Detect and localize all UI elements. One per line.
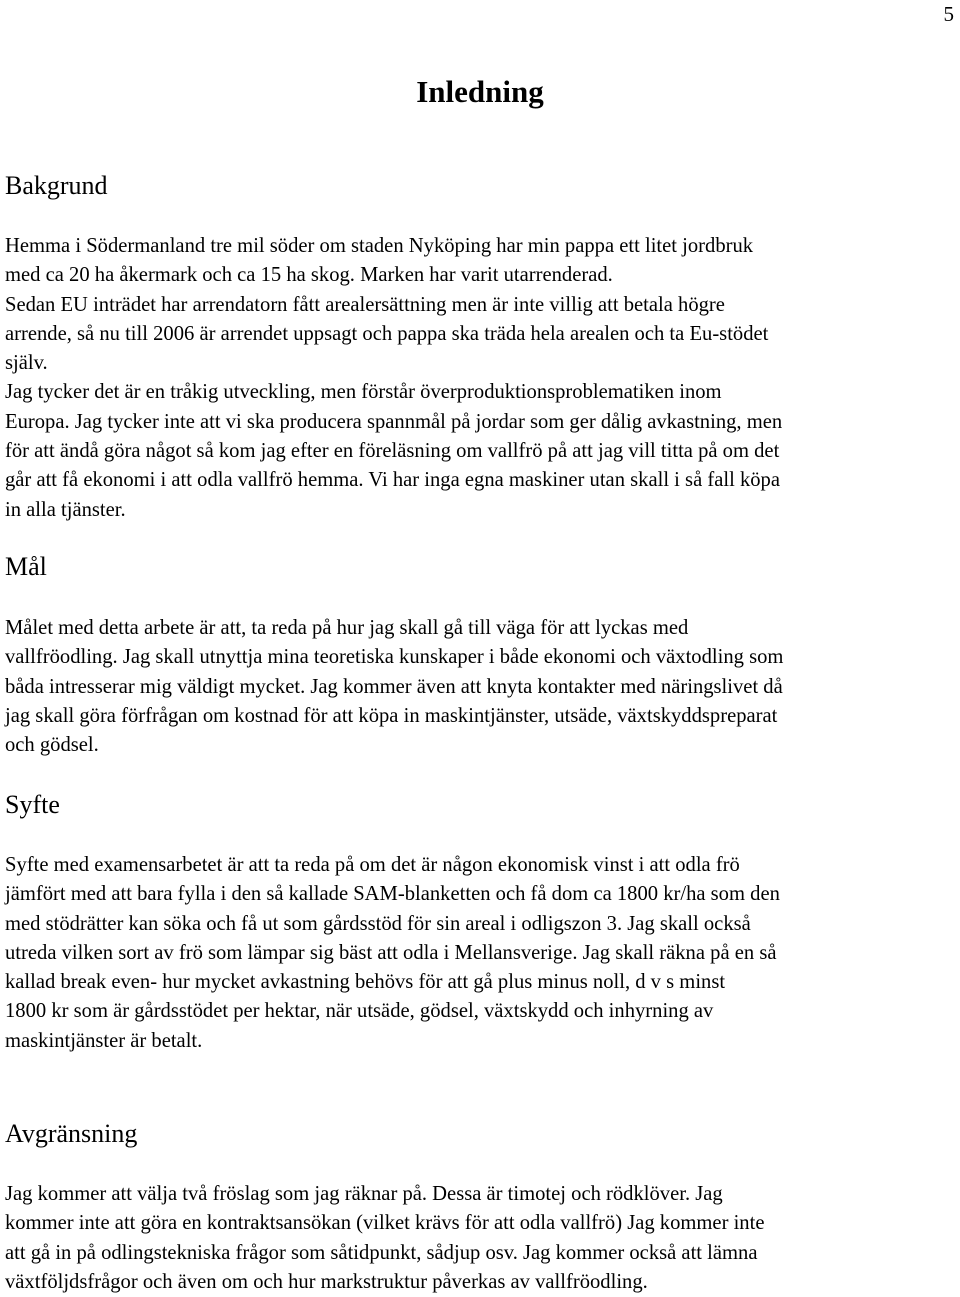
- section-body-bakgrund: [5, 232, 960, 525]
- section-heading-avgransning: Avgränsning: [5, 1119, 138, 1148]
- text-line: och gödsel.: [5, 734, 99, 757]
- text-line: kommer inte att göra en kontraktsansökan (vilket krävs för att odla vallfrö) Jag kommer inte: [5, 1212, 765, 1235]
- text-line: 1800 kr som är gårdsstödet per hektar, när utsäde, gödsel, växtskydd och inhyrning av: [5, 1000, 714, 1023]
- text-line: Sedan EU inträdet har arrendatorn fått arealersättning men är inte villig att betala högre: [5, 293, 725, 316]
- text-line: går att få ekonomi i att odla vallfrö hemma. Vi har inga egna maskiner utan skall i så fall köpa: [5, 469, 780, 492]
- page-title: Inledning: [416, 74, 544, 109]
- text-line: jag skall göra förfrågan om kostnad för att köpa in maskintjänster, utsäde, växtskyddspreparat: [5, 704, 778, 727]
- section-heading-bakgrund: Bakgrund: [5, 171, 108, 200]
- text-line: in alla tjänster.: [5, 498, 126, 521]
- text-line: med ca 20 ha åkermark och ca 15 ha skog. Marken har varit utarrenderad.: [5, 264, 613, 287]
- text-line: utreda vilken sort av frö som lämpar sig bäst att odla i Mellansverige. Jag skall räkna på en så: [5, 941, 777, 964]
- text-line: kallad break even- hur mycket avkastning behövs för att gå plus minus noll, d v s minst: [5, 971, 726, 994]
- text-line: arrende, så nu till 2006 är arrendet uppsagt och pappa ska träda hela arealen och ta Eu-stödet: [5, 322, 769, 345]
- text-line: Jag tycker det är en tråkig utveckling, men förstår överproduktionsproblematiken inom: [5, 381, 722, 404]
- section-heading-syfte: Syfte: [5, 790, 60, 819]
- page-number: 5: [943, 2, 954, 26]
- section-body-mal: [5, 614, 960, 760]
- text-line: att gå in på odlingstekniska frågor som såtidpunkt, sådjup osv. Jag kommer också att lämna: [5, 1241, 758, 1264]
- text-line: för att ändå göra något så kom jag efter en föreläsning om vallfrö på att jag vill titta på om det: [5, 440, 780, 463]
- text-line: själv.: [5, 352, 48, 375]
- text-line: med stödrätter kan söka och få ut som gårdsstöd för sin areal i odligszon 3. Jag skall också: [5, 912, 751, 935]
- section-heading-mal: Mål: [5, 552, 47, 581]
- section-body-syfte: [5, 851, 960, 1056]
- section-body-avgransning: [5, 1180, 960, 1297]
- text-line: Europa. Jag tycker inte att vi ska producera spannmål på jordar som ger dålig avkastning, men: [5, 410, 783, 433]
- text-line: båda intresserar mig väldigt mycket. Jag kommer även att knyta kontakter med näringslivet då: [5, 675, 783, 698]
- text-line: Hemma i Södermanland tre mil söder om staden Nyköping har min pappa ett litet jordbruk: [5, 235, 754, 257]
- text-line: Målet med detta arbete är att, ta reda på hur jag skall gå till väga för att lyckas med: [5, 617, 689, 639]
- text-line: Syfte med examensarbetet är att ta reda på om det är någon ekonomisk vinst i att odla frö: [5, 854, 740, 876]
- text-line: maskintjänster är betalt.: [5, 1029, 203, 1052]
- text-line: vallfröodling. Jag skall utnyttja mina teoretiska kunskaper i både ekonomi och växtodling som: [5, 646, 784, 669]
- text-line: växtföljdsfrågor och även om och hur markstruktur påverkas av vallfröodling.: [5, 1270, 648, 1293]
- text-line: jämfört med att bara fylla i den så kallade SAM-blanketten och få dom ca 1800 kr/ha som den: [5, 883, 780, 906]
- text-line: Jag kommer att välja två fröslag som jag räknar på. Dessa är timotej och rödklöver. Jag: [5, 1183, 723, 1205]
